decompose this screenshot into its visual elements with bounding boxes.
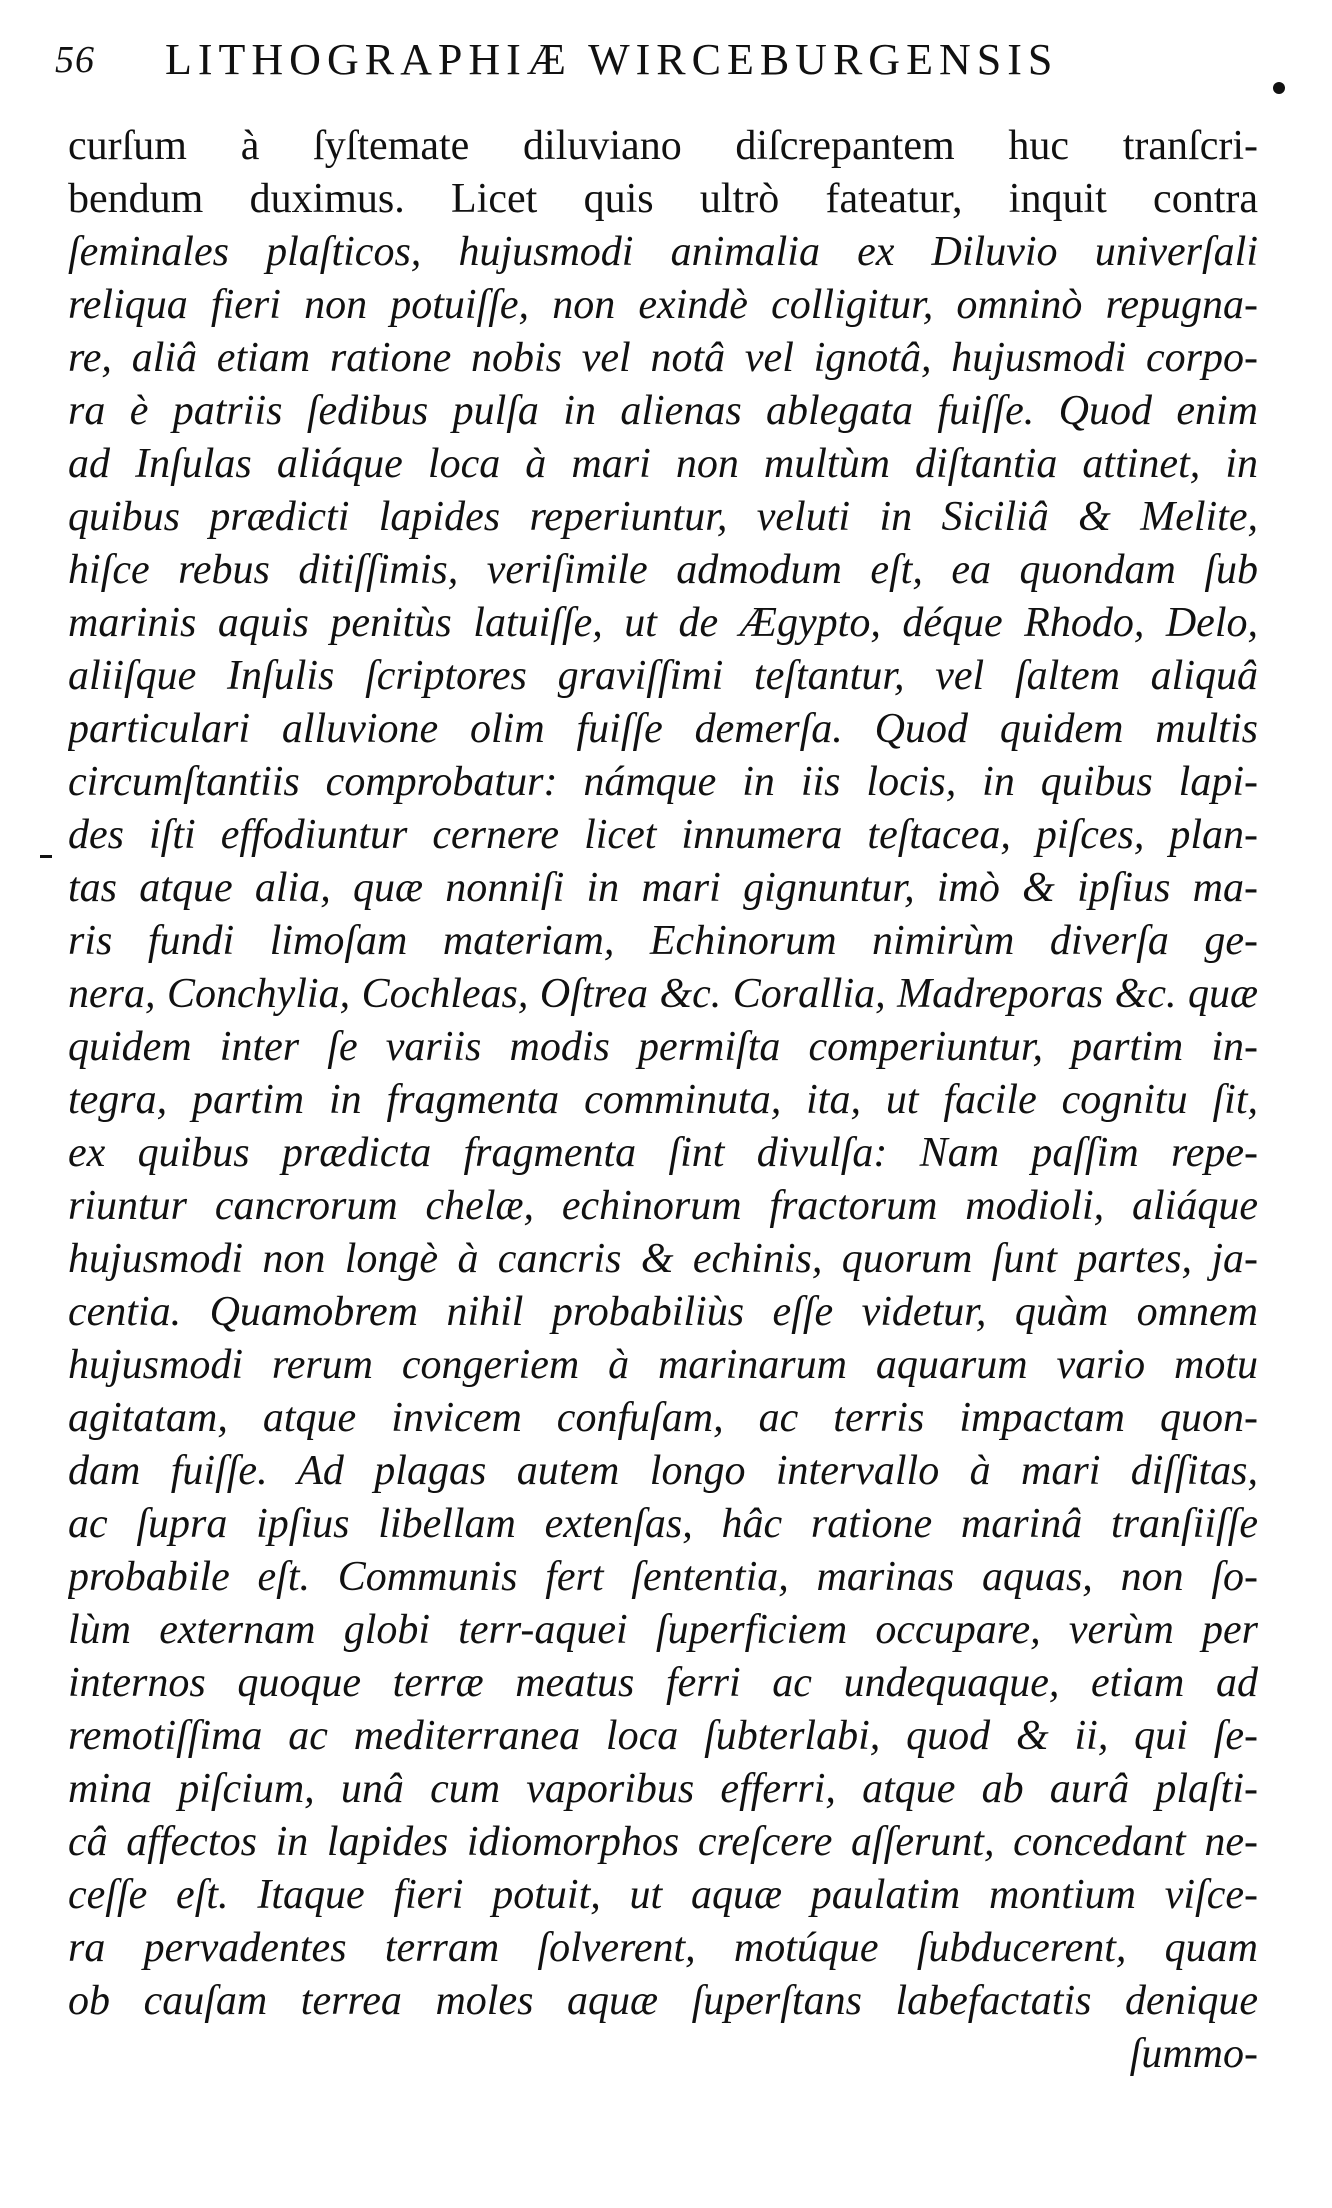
page-header	[55, 30, 1295, 100]
text-line: ex quibus prædicta fragmenta ſint divulſa: Nam paſſim repe-	[68, 1130, 1258, 1176]
running-title: LITHOGRAPHIÆ WIRCEBURGENSIS	[165, 35, 1059, 84]
text-line: tas atque alia, quæ nonniſi in mari gignuntur, imò & ipſius ma-	[68, 865, 1258, 911]
text-line: câ affectos in lapides idiomorphos creſcere aſſerunt, concedant ne-	[68, 1819, 1258, 1865]
text-line: hiſce rebus ditiſſimis, veriſimile admodum eſt, ea quondam ſub	[68, 547, 1258, 593]
text-line: ſeminales plaſticos, hujusmodi animalia ex Diluvio univerſali	[68, 229, 1258, 275]
margin-dot-mark	[1273, 82, 1285, 94]
text-line: circumſtantiis comprobatur: námque in iis locis, in quibus lapi-	[68, 759, 1258, 805]
text-line: riuntur cancrorum chelæ, echinorum fractorum modioli, aliáque	[68, 1183, 1258, 1229]
text-line: internos quoque terræ meatus ferri ac undequaque, etiam ad	[68, 1660, 1258, 1706]
text-line: curſum à ſyſtemate diluviano diſcrepantem huc tranſcri-	[68, 123, 1258, 169]
margin-dash-mark	[40, 855, 52, 858]
text-line: agitatam, atque invicem confuſam, ac terris impactam quon-	[68, 1395, 1258, 1441]
text-line: quidem inter ſe variis modis permiſta comperiuntur, partim in-	[68, 1024, 1258, 1070]
text-line: centia. Quamobrem nihil probabiliùs eſſe videtur, quàm omnem	[68, 1289, 1258, 1335]
text-line: hujusmodi non longè à cancris & echinis, quorum ſunt partes, ja-	[68, 1236, 1258, 1282]
text-line: ob cauſam terrea moles aquæ ſuperſtans labefactatis denique	[68, 1978, 1258, 2024]
text-line: ra pervadentes terram ſolverent, motúque ſubducerent, quam	[68, 1925, 1258, 1971]
text-line: nera, Conchylia, Cochleas, Oſtrea &c. Corallia, Madreporas &c. quæ	[68, 971, 1258, 1017]
text-line: remotiſſima ac mediterranea loca ſubterlabi, quod & ii, qui ſe-	[68, 1713, 1258, 1759]
text-line: ac ſupra ipſius libellam extenſas, hâc ratione marinâ tranſiiſſe	[68, 1501, 1258, 1547]
body-text	[68, 120, 1258, 2081]
text-line: ris fundi limoſam materiam, Echinorum nimirùm diverſa ge-	[68, 918, 1258, 964]
text-line: bendum duximus. Licet quis ultrò fateatur, inquit contra	[68, 176, 1258, 222]
text-line: ad Inſulas aliáque loca à mari non multùm diſtantia attinet, in	[68, 441, 1258, 487]
text-line: des iſti effodiuntur cernere licet innumera teſtacea, piſces, plan-	[68, 812, 1258, 858]
text-line: mina piſcium, unâ cum vaporibus efferri, atque ab aurâ plaſti-	[68, 1766, 1258, 1812]
text-line: tegra, partim in fragmenta comminuta, ita, ut facile cognitu ſit,	[68, 1077, 1258, 1123]
text-line: re, aliâ etiam ratione nobis vel notâ vel ignotâ, hujusmodi corpo-	[68, 335, 1258, 381]
text-line: aliiſque Inſulis ſcriptores graviſſimi teſtantur, vel ſaltem aliquâ	[68, 653, 1258, 699]
text-line: hujusmodi rerum congeriem à marinarum aquarum vario motu	[68, 1342, 1258, 1388]
text-line: marinis aquis penitùs latuiſſe, ut de Ægypto, déque Rhodo, Delo,	[68, 600, 1258, 646]
text-line: dam fuiſſe. Ad plagas autem longo intervallo à mari diſſitas,	[68, 1448, 1258, 1494]
text-line: reliqua fieri non potuiſſe, non exindè colligitur, omninò repugna-	[68, 282, 1258, 328]
text-line: quibus prædicti lapides reperiuntur, veluti in Siciliâ & Melite,	[68, 494, 1258, 540]
text-line: ceſſe eſt. Itaque fieri potuit, ut aquæ paulatim montium viſce-	[68, 1872, 1258, 1918]
text-line: ra è patriis ſedibus pulſa in alienas ablegata fuiſſe. Quod enim	[68, 388, 1258, 434]
text-line: probabile eſt. Communis fert ſententia, marinas aquas, non ſo-	[68, 1554, 1258, 1600]
text-line: particulari alluvione olim fuiſſe demerſa. Quod quidem multis	[68, 706, 1258, 752]
page-number: 56	[55, 39, 95, 81]
text-line: lùm externam globi terr-aquei ſuperficiem occupare, verùm per	[68, 1607, 1258, 1653]
catchword: ſummo-	[1129, 2031, 1258, 2077]
